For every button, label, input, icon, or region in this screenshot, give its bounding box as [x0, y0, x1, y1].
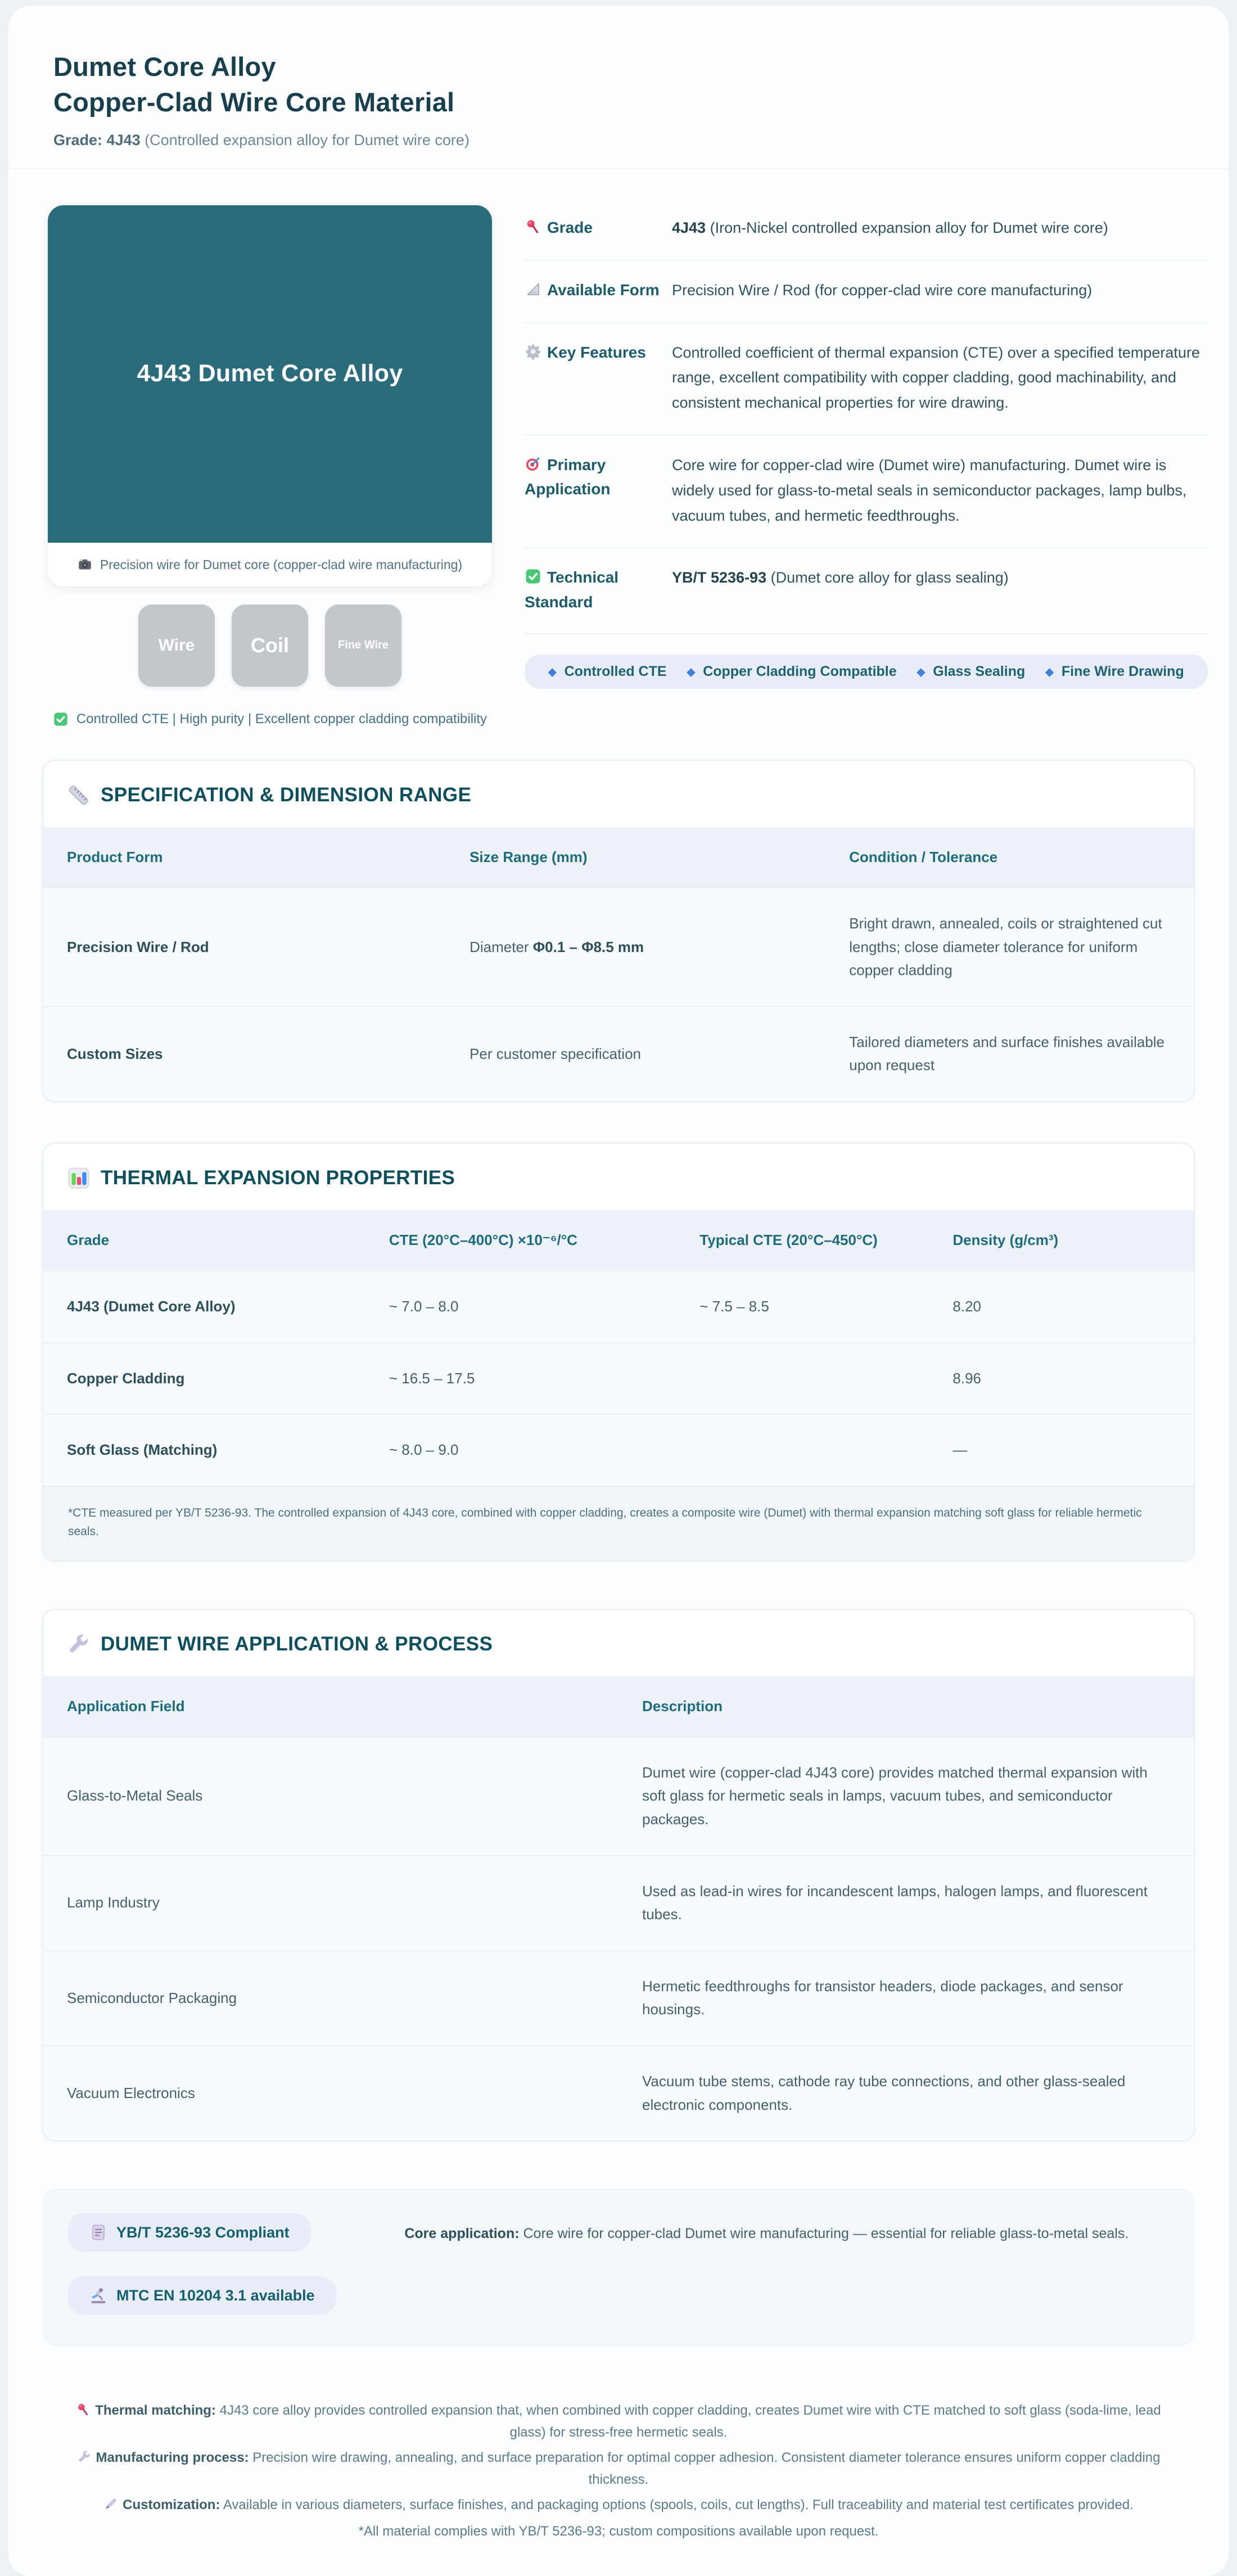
triangular-ruler-icon: [525, 281, 541, 297]
note-label: Customization:: [123, 2497, 220, 2512]
detail-value-text: Controlled coefficient of thermal expansion (CTE) over a specified temperature range, excellent compatibility with copper cladding, good machinability, and consistent mechanical properties for wire drawing.: [672, 344, 1200, 412]
badge-text: MTC EN 10204 3.1 available: [116, 2286, 315, 2304]
thermal-table: [43, 1210, 1194, 1486]
detail-value-text: Precision Wire / Rod (for copper-clad wire core manufacturing): [672, 281, 1092, 299]
detail-label: [525, 340, 672, 416]
cell-form: Custom Sizes: [43, 1007, 446, 1101]
header: [8, 6, 1229, 169]
pushpin-icon: [525, 218, 541, 235]
table-row: [43, 1343, 1194, 1415]
compliance-card: [42, 2189, 1195, 2346]
page-title-line2: Copper-Clad Wire Core Material: [53, 87, 455, 117]
detail-label: [525, 215, 672, 241]
compliance-badge-mtc: [68, 2276, 336, 2315]
footer-note-manufacturing: [59, 2447, 1178, 2491]
col-product-form: Product Form: [43, 827, 446, 888]
ruler-icon: [67, 783, 91, 807]
product-image-card: [48, 205, 492, 587]
hero-column: [48, 205, 492, 727]
note-text: 4J43 core alloy provides controlled expansion that, when combined with copper cladding, creates Dumet wire with CTE matched to soft glass (soda-lime, lead glass) for stress-free hermetic seals.: [215, 2403, 1161, 2440]
note-label: Thermal matching:: [95, 2403, 216, 2419]
content-row: [8, 169, 1229, 727]
col-cte: CTE (20°C–400°C) ×10⁻⁶/°C: [365, 1210, 676, 1271]
footer-note-customization: [59, 2494, 1178, 2516]
detail-row-primary-application: [525, 436, 1208, 548]
core-application-label: Core application:: [404, 2226, 520, 2242]
page-title-line1: Dumet Core Alloy: [53, 52, 276, 82]
col-density: Density (g/cm³): [929, 1210, 1194, 1271]
page-subtitle: [53, 132, 1184, 149]
table-header-row: [43, 1676, 1194, 1737]
footer-note-thermal-matching: [59, 2400, 1178, 2444]
footer-notes: [59, 2400, 1178, 2542]
wrench-icon: [77, 2449, 92, 2464]
pencil-icon: [103, 2497, 118, 2511]
detail-label: [525, 278, 672, 303]
bar-chart-icon: [67, 1166, 91, 1190]
detail-row-technical-standard: [525, 548, 1208, 634]
details-list: [525, 205, 1208, 727]
compliance-badge-ybt: [68, 2213, 311, 2252]
product-image-title: 4J43 Dumet Core Alloy: [137, 360, 403, 387]
detail-value: [672, 215, 1208, 241]
subtitle-rest: (Controlled expansion alloy for Dumet wire core): [140, 131, 469, 148]
detail-label-text: Primary Application: [525, 456, 611, 498]
size-prefix: Per customer specification: [469, 1045, 641, 1062]
thumbnail-fine-wire[interactable]: Fine Wire: [325, 604, 401, 687]
keyword-tags-pill: [525, 655, 1208, 689]
thumbnail-wire[interactable]: Wire: [138, 604, 215, 687]
table-row: [43, 1951, 1194, 2046]
feature-check-line: [48, 711, 492, 727]
feature-check-text: Controlled CTE | High purity | Excellent copper cladding compatibility: [76, 711, 487, 727]
detail-value-text: Core wire for copper-clad wire (Dumet wire) manufacturing. Dumet wire is widely used for glass-to-metal seals in semiconductor packages, lamp bulbs, vacuum tubes, and hermetic feedthroughs.: [672, 457, 1187, 524]
camera-icon: [78, 557, 92, 572]
cell-field: Vacuum Electronics: [43, 2046, 618, 2140]
cell-density: 8.20: [929, 1271, 1194, 1343]
cell-grade: 4J43 (Dumet Core Alloy): [43, 1271, 365, 1343]
detail-label-text: Key Features: [547, 343, 646, 361]
table-row: [43, 1271, 1194, 1343]
col-condition: Condition / Tolerance: [825, 827, 1194, 888]
subtitle-grade-value: 4J43: [106, 131, 141, 148]
thermal-section-title: THERMAL EXPANSION PROPERTIES: [101, 1166, 455, 1189]
detail-row-available-form: [525, 261, 1208, 323]
cell-form: Precision Wire / Rod: [43, 888, 446, 1007]
cell-grade: Soft Glass (Matching): [43, 1414, 365, 1486]
application-section-header: [43, 1610, 1194, 1676]
specification-section-title: SPECIFICATION & DIMENSION RANGE: [101, 783, 472, 806]
table-row: [43, 1007, 1194, 1101]
detail-value: [672, 340, 1208, 416]
cell-cte: ~ 8.0 – 9.0: [365, 1414, 676, 1486]
detail-label-text: Grade: [547, 218, 593, 236]
cell-density: —: [929, 1414, 1194, 1486]
cell-typical-cte: [676, 1343, 929, 1415]
cell-condition: Bright drawn, annealed, coils or straightened cut lengths; close diameter tolerance for uniform copper cladding: [825, 888, 1194, 1007]
note-text: Available in various diameters, surface finishes, and packaging options (spools, coils, cut lengths). Full traceability and material test certificates provided.: [220, 2497, 1134, 2512]
size-prefix: Diameter: [469, 938, 533, 955]
detail-value: [672, 565, 1208, 614]
thermal-footnote: *CTE measured per YB/T 5236-93. The controlled expansion of 4J43 core, combined with copper cladding, creates a composite wire (Dumet) with thermal expansion matching soft glass for reliable hermetic seals.: [43, 1486, 1194, 1560]
table-row: [43, 1737, 1194, 1856]
cell-field: Semiconductor Packaging: [43, 1951, 618, 2046]
tag-fine-wire-drawing: ◆ Fine Wire Drawing: [1045, 664, 1184, 680]
cell-field: Lamp Industry: [43, 1856, 618, 1951]
table-row: [43, 1856, 1194, 1951]
cell-typical-cte: [676, 1414, 929, 1486]
thumbnail-coil[interactable]: Coil: [232, 604, 308, 687]
detail-label-text: Technical Standard: [525, 569, 619, 611]
document-icon: [89, 2223, 107, 2241]
subtitle-grade-label: Grade:: [53, 131, 103, 148]
cell-description: Dumet wire (copper-clad 4J43 core) provides matched thermal expansion with soft glass for hermetic seals in lamps, vacuum tubes, and semiconductor packages.: [618, 1737, 1194, 1856]
cell-description: Used as lead-in wires for incandescent lamps, halogen lamps, and fluorescent tubes.: [618, 1856, 1194, 1951]
detail-row-key-features: [525, 323, 1208, 436]
cell-typical-cte: ~ 7.5 – 8.5: [676, 1271, 929, 1343]
product-image: [48, 205, 492, 543]
cell-size: [446, 888, 825, 1007]
badge-text: YB/T 5236-93 Compliant: [116, 2223, 290, 2241]
cell-cte: ~ 16.5 – 17.5: [365, 1343, 676, 1415]
page-card: [8, 6, 1229, 2576]
detail-value-text: (Dumet core alloy for glass sealing): [766, 569, 1009, 587]
size-bold: Φ0.1 – Φ8.5 mm: [532, 938, 644, 955]
gear-icon: [525, 343, 541, 360]
cell-description: Vacuum tube stems, cathode ray tube connections, and other glass-sealed electronic components.: [618, 2046, 1194, 2140]
target-icon: [525, 455, 541, 472]
col-application-field: Application Field: [43, 1676, 618, 1737]
page-title: [53, 49, 1184, 120]
tag-glass-sealing: ◆ Glass Sealing: [917, 664, 1026, 680]
cell-grade: Copper Cladding: [43, 1343, 365, 1415]
tag-controlled-cte: ◆ Controlled CTE: [548, 664, 667, 680]
application-table: [43, 1676, 1194, 2140]
specification-section: [42, 760, 1195, 1102]
detail-value: [672, 453, 1208, 528]
image-caption: [48, 543, 492, 587]
cell-size: [446, 1007, 825, 1101]
detail-label: [525, 565, 672, 614]
application-section-title: DUMET WIRE APPLICATION & PROCESS: [101, 1632, 493, 1655]
specification-section-header: [43, 761, 1194, 827]
thermal-section: [42, 1143, 1195, 1562]
table-header-row: [43, 1210, 1194, 1271]
col-grade: Grade: [43, 1210, 365, 1271]
application-section: [42, 1609, 1195, 2141]
badge-column: [68, 2213, 336, 2315]
col-size-range: Size Range (mm): [446, 827, 825, 888]
footer-disclaimer: *All material complies with YB/T 5236-93; custom compositions available upon request.: [358, 2523, 879, 2539]
microscope-icon: [89, 2286, 107, 2304]
col-typical-cte: Typical CTE (20°C–450°C): [676, 1210, 929, 1271]
core-application-note: [364, 2213, 1169, 2315]
detail-value: [672, 278, 1208, 303]
tag-copper-cladding: ◆ Copper Cladding Compatible: [687, 664, 897, 680]
detail-row-grade: [525, 207, 1208, 261]
detail-value-bold: 4J43: [672, 219, 706, 236]
table-row: [43, 888, 1194, 1007]
detail-label-text: Available Form: [547, 281, 660, 299]
thumbnail-row: [48, 604, 492, 687]
table-row: [43, 2046, 1194, 2140]
cell-field: Glass-to-Metal Seals: [43, 1737, 618, 1856]
cell-density: 8.96: [929, 1343, 1194, 1415]
table-row: [43, 1414, 1194, 1486]
table-header-row: [43, 827, 1194, 888]
detail-value-text: (Iron-Nickel controlled expansion alloy for Dumet wire core): [706, 219, 1108, 236]
cell-description: Hermetic feedthroughs for transistor headers, diode packages, and sensor housings.: [618, 1951, 1194, 2046]
thermal-section-header: [43, 1144, 1194, 1210]
pushpin-icon: [76, 2402, 91, 2417]
col-description: Description: [618, 1676, 1194, 1737]
check-box-icon: [525, 568, 541, 585]
cell-cte: ~ 7.0 – 8.0: [365, 1271, 676, 1343]
green-check-icon: [53, 711, 69, 727]
detail-label: [525, 453, 672, 528]
core-application-text: Core wire for copper-clad Dumet wire manufacturing — essential for reliable glass-to-metal seals.: [519, 2226, 1129, 2242]
note-text: Precision wire drawing, annealing, and surface preparation for optimal copper adhesion. Consistent diameter tolerance ensures uniform copper cladding thickness.: [249, 2449, 1161, 2487]
specification-table: [43, 827, 1194, 1101]
wrench-icon: [67, 1632, 91, 1656]
cell-condition: Tailored diameters and surface finishes available upon request: [825, 1007, 1194, 1101]
note-label: Manufacturing process:: [96, 2449, 249, 2465]
image-caption-text: Precision wire for Dumet core (copper-clad wire manufacturing): [100, 557, 463, 572]
detail-value-bold: YB/T 5236-93: [672, 569, 767, 587]
